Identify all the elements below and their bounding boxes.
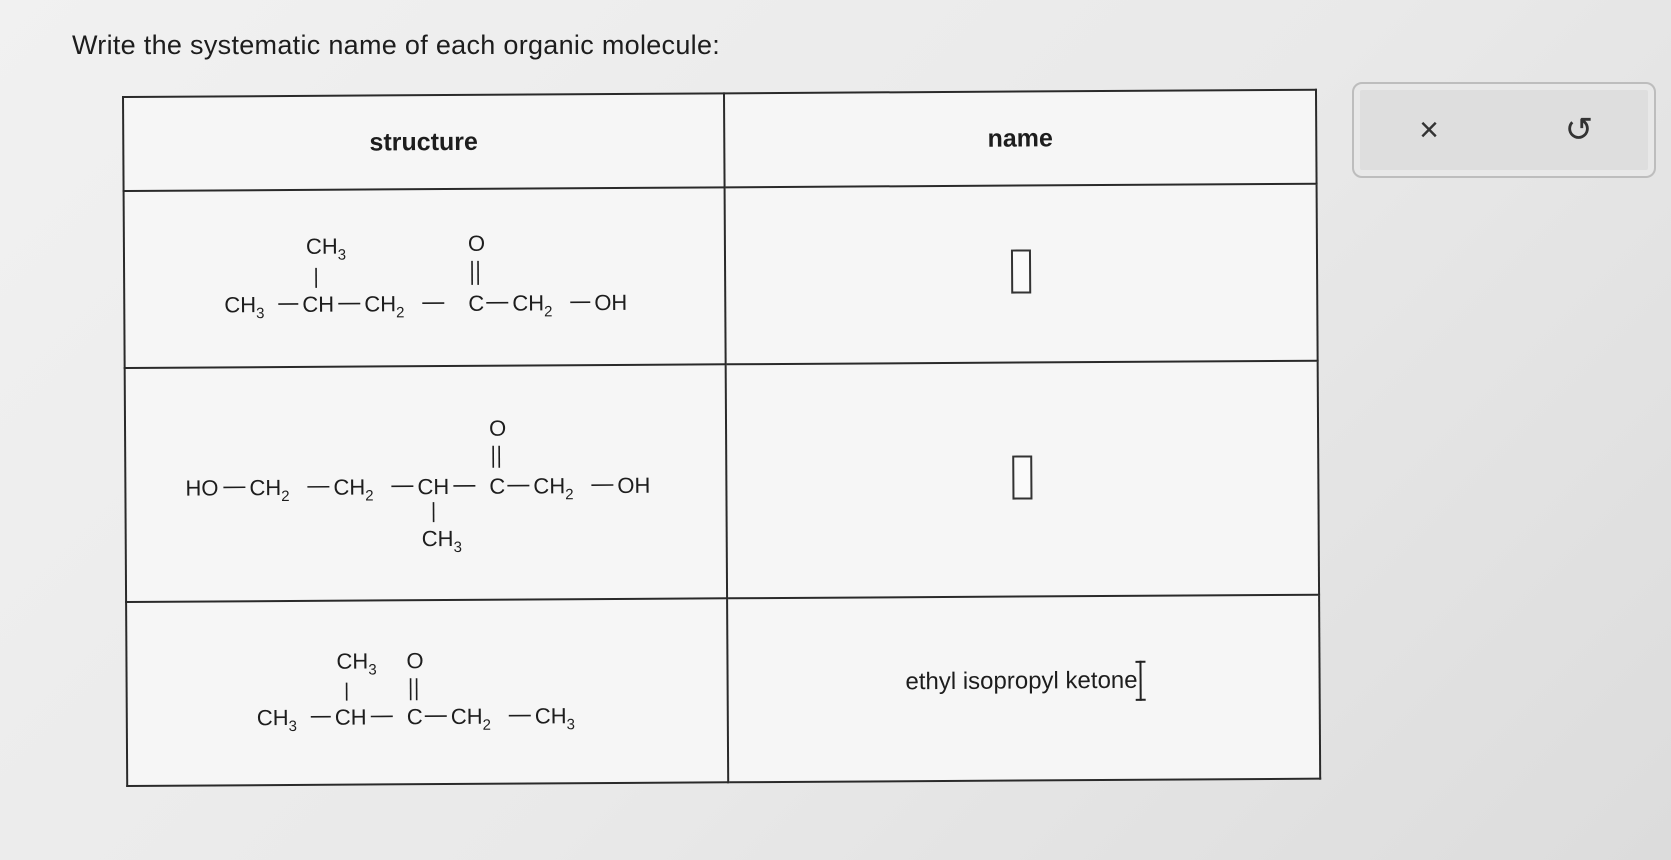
molecule-3-structure [257, 641, 598, 743]
molecule-1-structure [214, 221, 635, 334]
molecule-2-structure [185, 407, 666, 560]
undo-icon: ↺ [1564, 111, 1594, 149]
chem-label: O [468, 230, 486, 256]
chem-label: $CH_2$ [533, 473, 575, 504]
chem-label: $CH_3$ [306, 233, 347, 264]
table-row [126, 595, 1320, 786]
chem-label: C [468, 290, 485, 316]
table-row [124, 184, 1318, 368]
answer-text: ethyl isopropyl ketone [905, 666, 1138, 696]
chem-label: HO [185, 475, 219, 501]
x-icon: × [1419, 110, 1439, 149]
structure-header: structure [123, 93, 724, 191]
chem-label: $CH_2$ [249, 475, 291, 506]
structure-cell [124, 187, 726, 368]
name-cell [724, 184, 1317, 365]
chem-label: C [489, 473, 506, 499]
answer-input-2[interactable] [1012, 455, 1032, 499]
structure-cell [125, 364, 727, 602]
molecule-table [122, 89, 1321, 787]
chem-label: CH [302, 291, 335, 317]
chem-label: $CH_2$ [333, 474, 375, 505]
table-row [125, 361, 1319, 602]
chem-label: O [489, 415, 507, 441]
chem-label: $CH_3$ [422, 525, 463, 556]
chem-label: CH [417, 474, 450, 500]
name-cell [725, 361, 1319, 599]
answer-input-1[interactable] [1011, 249, 1031, 293]
undo-button[interactable] [1549, 100, 1609, 160]
question-prompt: Write the systematic name of each organic molecule: [72, 30, 721, 60]
chem-label: OH [617, 472, 651, 498]
chem-label: $CH_2$ [512, 289, 553, 320]
name-cell [727, 595, 1320, 783]
chem-label: $CH_3$ [224, 291, 265, 322]
text-cursor [1139, 661, 1141, 701]
chem-label: $CH_3$ [535, 703, 576, 734]
chem-label: $CH_3$ [336, 648, 378, 679]
chem-label: $CH_3$ [257, 704, 298, 735]
structure-cell [126, 598, 728, 786]
chem-label: OH [594, 289, 628, 315]
name-header: name [724, 90, 1317, 188]
chem-label: $CH_2$ [451, 703, 492, 734]
chem-label: C [407, 704, 424, 730]
answer-input-3[interactable] [905, 661, 1141, 702]
chem-label: CH [335, 704, 368, 730]
chem-label: O [406, 648, 425, 674]
clear-button[interactable] [1399, 100, 1459, 160]
answer-toolbar [1352, 82, 1656, 178]
chem-label: $CH_2$ [364, 290, 405, 321]
